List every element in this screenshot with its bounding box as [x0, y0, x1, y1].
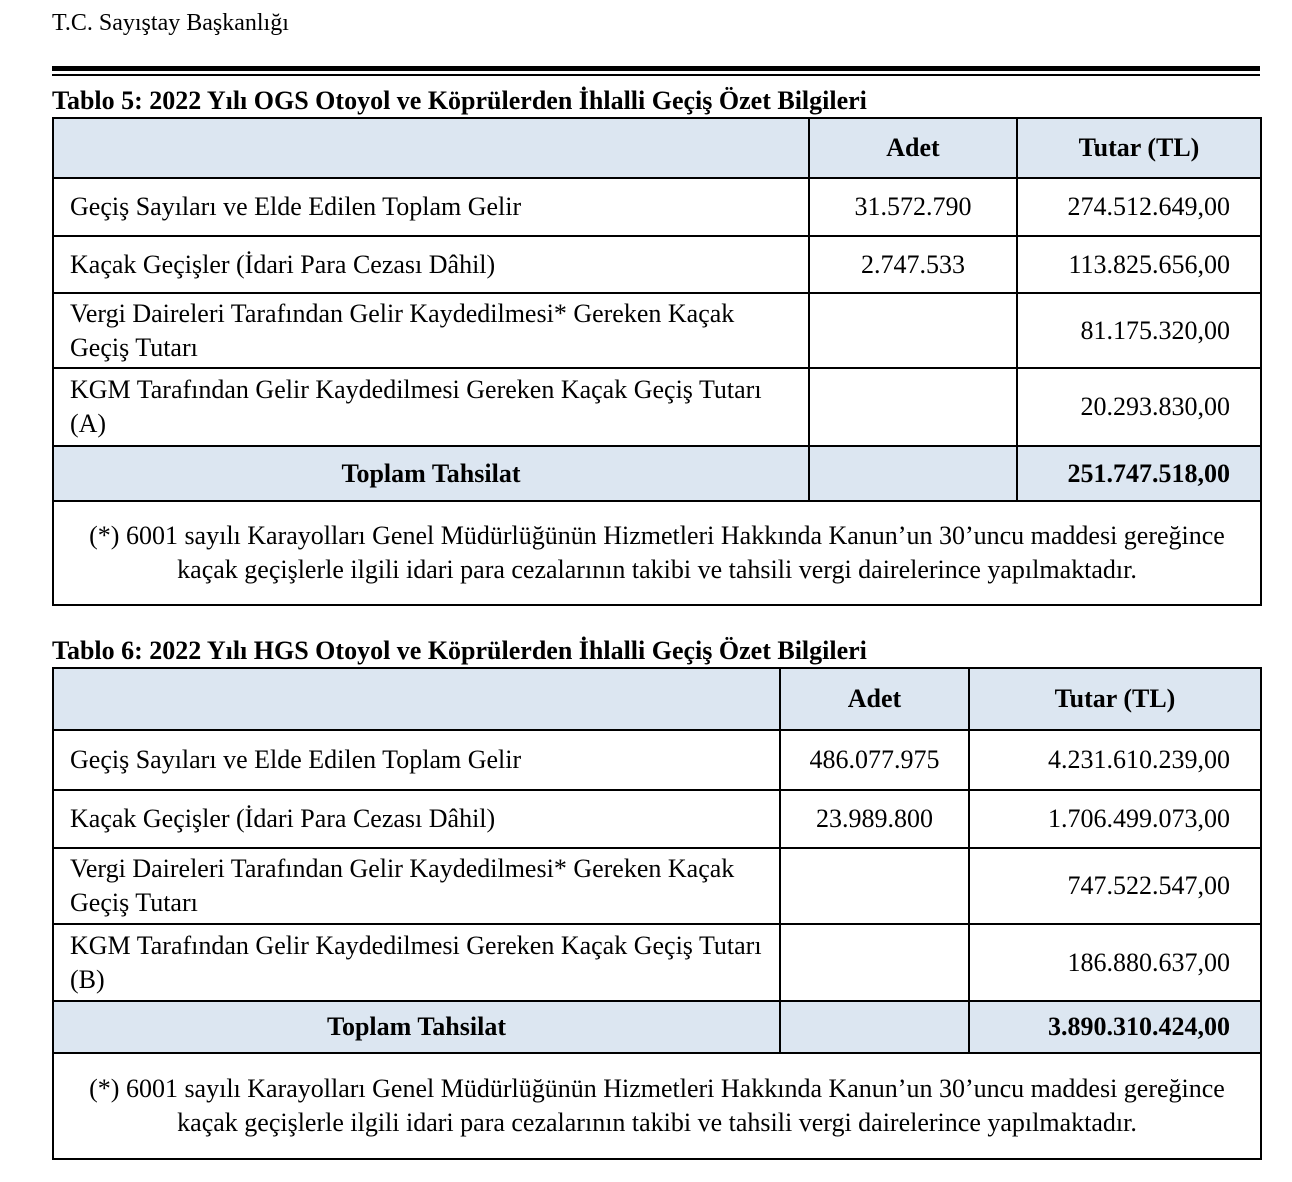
table5-caption: Tablo 5: 2022 Yılı OGS Otoyol ve Köprülerden İhlalli Geçiş Özet Bilgileri — [52, 86, 867, 115]
table5-total-row — [53, 446, 1261, 501]
row-adet — [809, 293, 1017, 368]
row-label: KGM Tarafından Gelir Kaydedilmesi Gereken Kaçak Geçiş Tutarı (B) — [53, 924, 780, 1001]
table-row — [53, 293, 1261, 368]
table5-header-row — [53, 118, 1261, 178]
row-tutar: 4.231.610.239,00 — [969, 730, 1261, 790]
row-tutar: 20.293.830,00 — [1017, 368, 1261, 446]
total-adet — [809, 446, 1017, 501]
row-label: KGM Tarafından Gelir Kaydedilmesi Gereken Kaçak Geçiş Tutarı (A) — [53, 368, 809, 446]
table-row — [53, 924, 1261, 1001]
row-label: Vergi Daireleri Tarafından Gelir Kaydedilmesi* Gereken Kaçak Geçiş Tutarı — [53, 848, 780, 924]
total-tutar: 3.890.310.424,00 — [969, 1001, 1261, 1053]
table-row — [53, 848, 1261, 924]
table-row — [53, 236, 1261, 293]
row-tutar: 81.175.320,00 — [1017, 293, 1261, 368]
table5-header-empty — [53, 118, 809, 178]
row-adet — [780, 848, 969, 924]
total-tutar: 251.747.518,00 — [1017, 446, 1261, 501]
table6-header-empty — [53, 668, 780, 730]
header-rule-thick — [52, 66, 1260, 71]
row-adet: 23.989.800 — [780, 790, 969, 848]
table6-footnote: (*) 6001 sayılı Karayolları Genel Müdürlüğünün Hizmetleri Hakkında Kanun’un 30’uncu maddesi gereğince kaçak geçişlerle ilgili idari para cezalarının takibi ve tahsili vergi dairelerince yapılmaktadır. — [53, 1053, 1261, 1159]
table-row — [53, 730, 1261, 790]
row-tutar: 113.825.656,00 — [1017, 236, 1261, 293]
row-tutar: 186.880.637,00 — [969, 924, 1261, 1001]
row-adet — [809, 368, 1017, 446]
total-label: Toplam Tahsilat — [53, 1001, 780, 1053]
table5-footnote: (*) 6001 sayılı Karayolları Genel Müdürlüğünün Hizmetleri Hakkında Kanun’un 30’uncu maddesi gereğince kaçak geçişlerle ilgili idari para cezalarının takibi ve tahsili vergi dairelerince yapılmaktadır. — [53, 501, 1261, 605]
row-tutar: 274.512.649,00 — [1017, 178, 1261, 236]
header-rule-thin — [52, 74, 1260, 76]
total-label: Toplam Tahsilat — [53, 446, 809, 501]
table5-note-row — [53, 501, 1261, 605]
row-label: Geçiş Sayıları ve Elde Edilen Toplam Gelir — [53, 178, 809, 236]
table6-header-adet: Adet — [780, 668, 969, 730]
table5-header-tutar: Tutar (TL) — [1017, 118, 1261, 178]
table-row — [53, 368, 1261, 446]
row-adet: 31.572.790 — [809, 178, 1017, 236]
row-adet: 486.077.975 — [780, 730, 969, 790]
table6-header-row — [53, 668, 1261, 730]
row-adet — [780, 924, 969, 1001]
row-tutar: 1.706.499.073,00 — [969, 790, 1261, 848]
row-tutar: 747.522.547,00 — [969, 848, 1261, 924]
row-label: Kaçak Geçişler (İdari Para Cezası Dâhil) — [53, 790, 780, 848]
table5 — [52, 117, 1262, 606]
table-row — [53, 790, 1261, 848]
row-label: Vergi Daireleri Tarafından Gelir Kaydedilmesi* Gereken Kaçak Geçiş Tutarı — [53, 293, 809, 368]
row-adet: 2.747.533 — [809, 236, 1017, 293]
row-label: Kaçak Geçişler (İdari Para Cezası Dâhil) — [53, 236, 809, 293]
total-adet — [780, 1001, 969, 1053]
table6-total-row — [53, 1001, 1261, 1053]
table6-note-row — [53, 1053, 1261, 1159]
document-header: T.C. Sayıştay Başkanlığı — [52, 10, 289, 36]
table6-header-tutar: Tutar (TL) — [969, 668, 1261, 730]
row-label: Geçiş Sayıları ve Elde Edilen Toplam Gelir — [53, 730, 780, 790]
table-row — [53, 178, 1261, 236]
table5-header-adet: Adet — [809, 118, 1017, 178]
table6 — [52, 667, 1262, 1160]
table6-caption: Tablo 6: 2022 Yılı HGS Otoyol ve Köprülerden İhlalli Geçiş Özet Bilgileri — [52, 636, 867, 665]
